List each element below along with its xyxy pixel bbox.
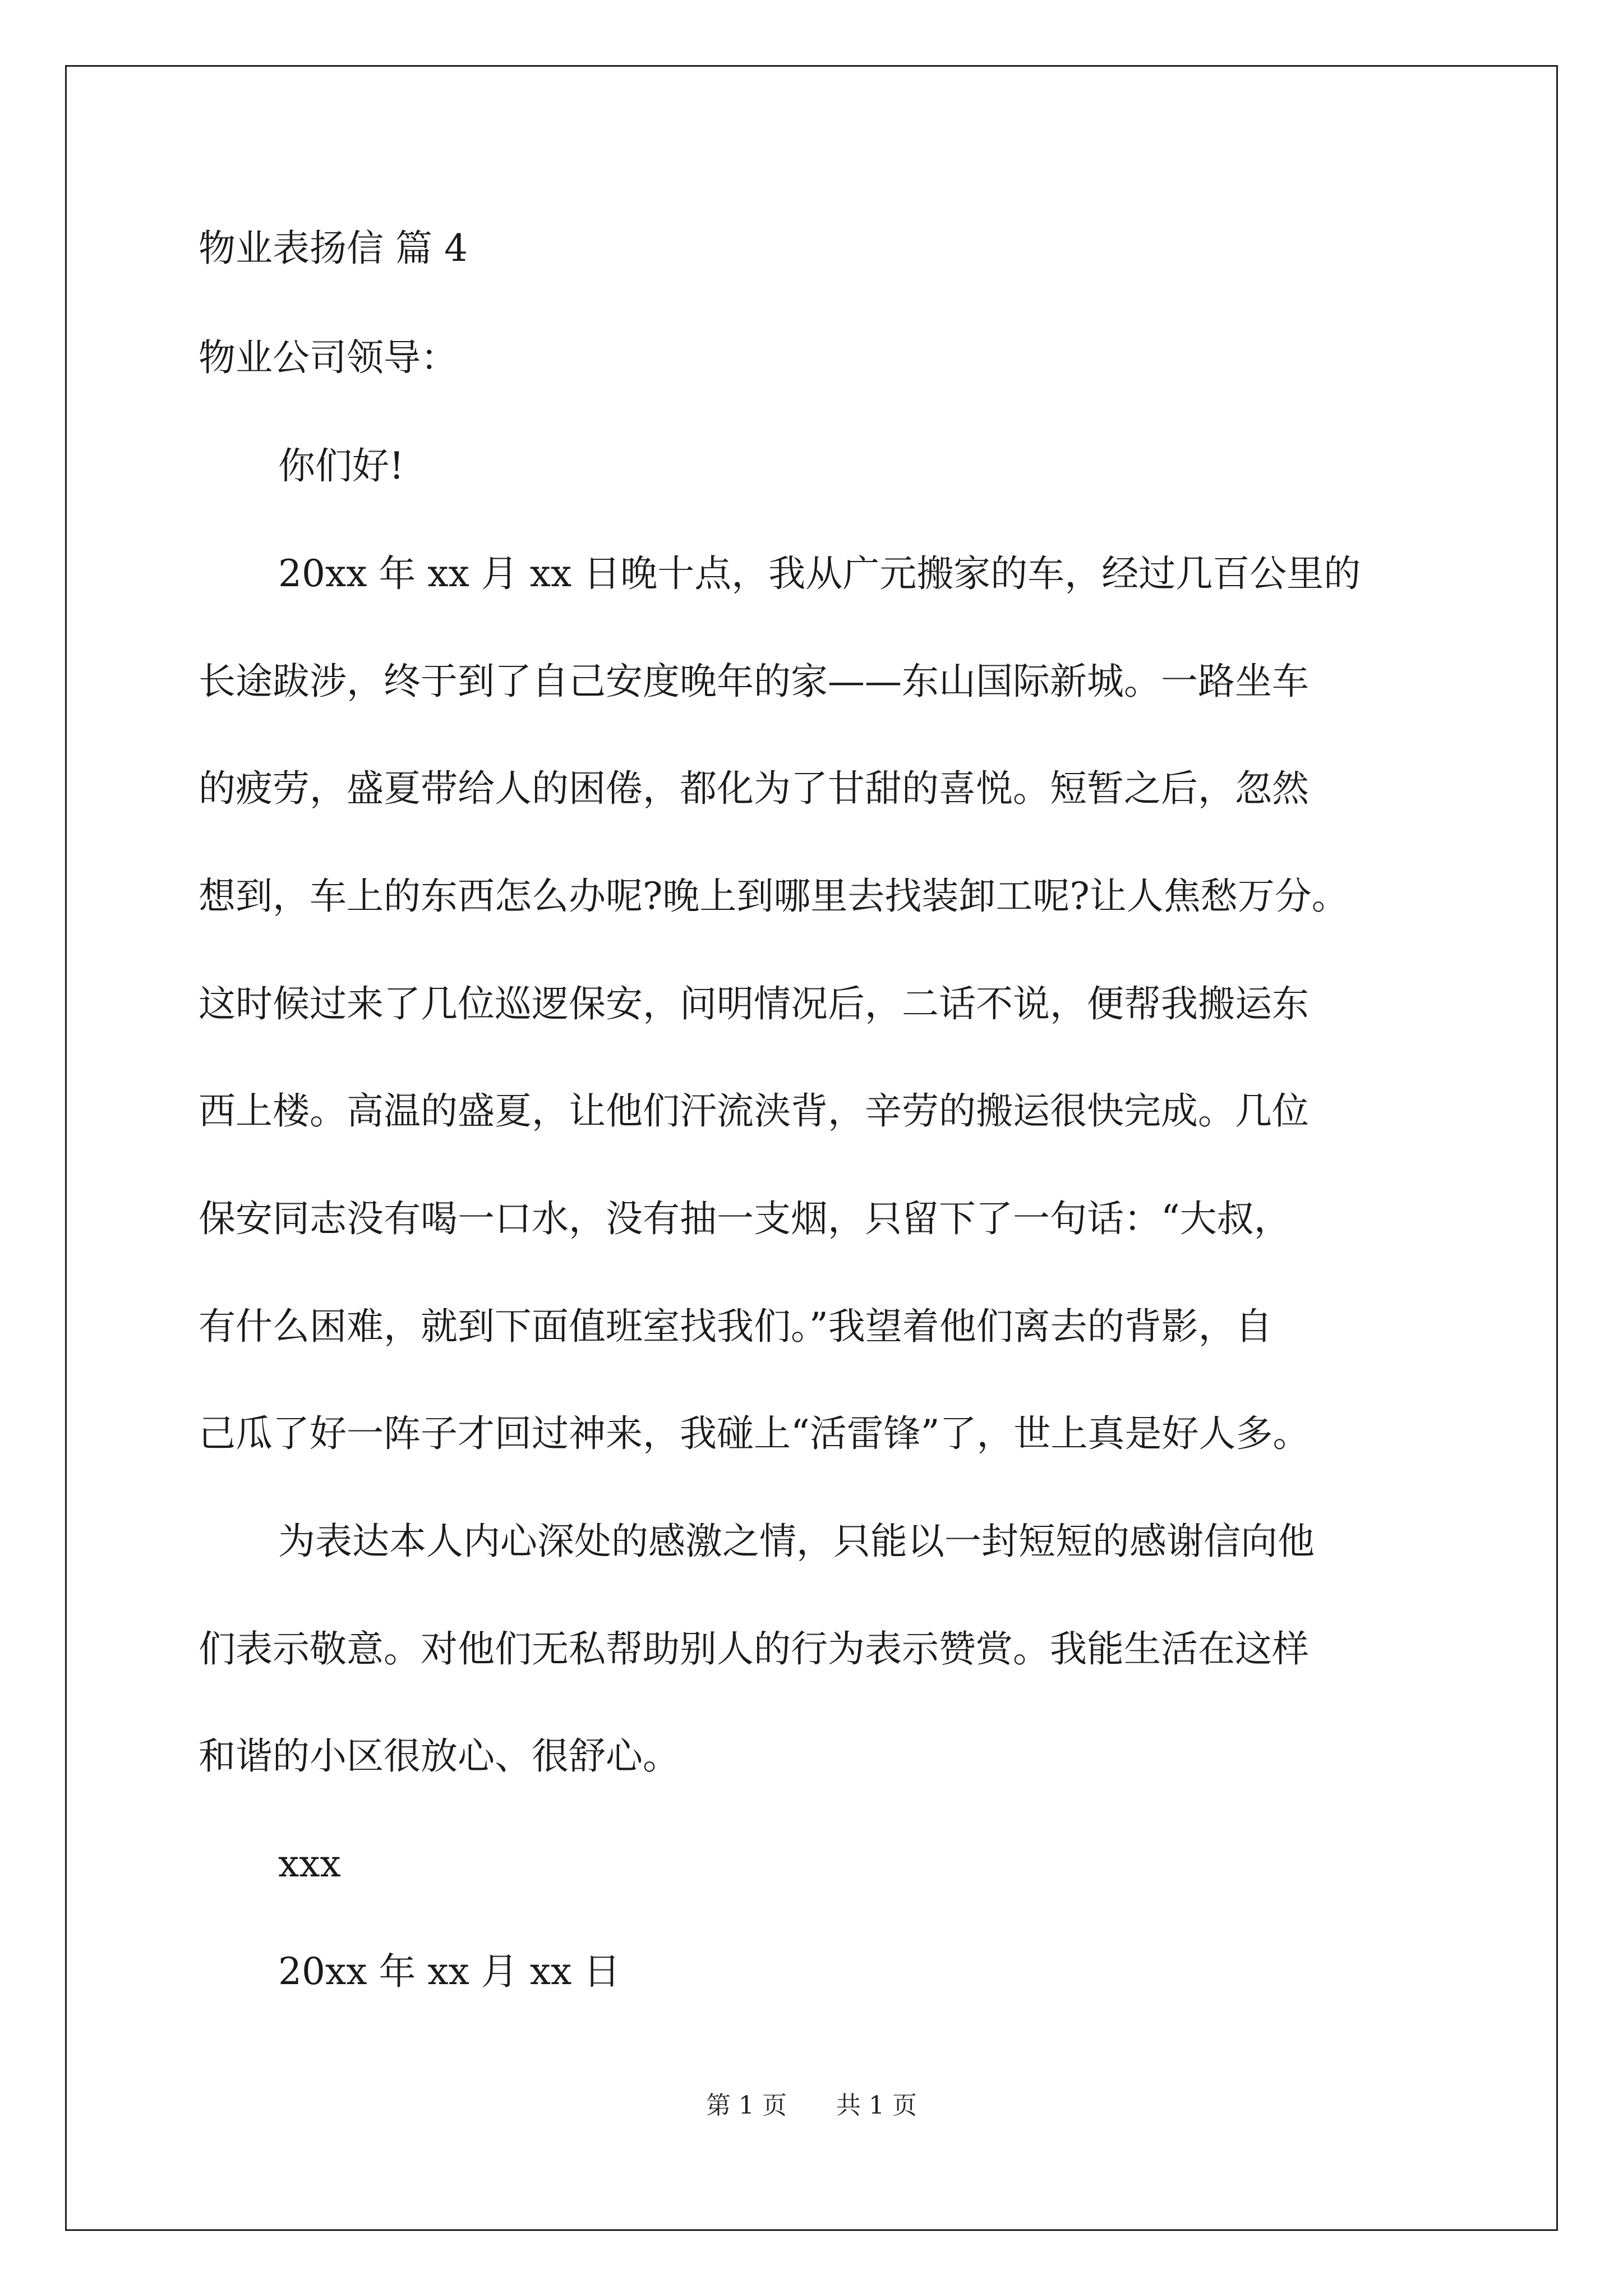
body-line: 为表达本人内心深处的感激之情，只能以一封短短的感谢信向他 <box>278 1520 1315 1563</box>
letter-date: 20xx 年 xx 月 xx 日 <box>278 1950 621 1993</box>
body-line: 这时候过来了几位巡逻保安，问明情况后，二话不说，便帮我搬运东 <box>199 982 1309 1025</box>
body-line: 和谐的小区很放心、很舒心。 <box>199 1734 680 1778</box>
body-line: 的疲劳，盛夏带给人的困倦，都化为了甘甜的喜悦。短暂之后，忽然 <box>199 767 1309 810</box>
body-line: 有什么困难，就到下面值班室找我们。”我望着他们离去的背影，自 <box>199 1305 1272 1348</box>
page-number-current: 第 1 页 <box>706 2091 787 2120</box>
body-line: 想到，车上的东西怎么办呢?晚上到哪里去找装卸工呢?让人焦愁万分。 <box>199 875 1349 918</box>
page-footer <box>0 2093 1623 2118</box>
body-line: 己瓜了好一阵子才回过神来，我碰上“活雷锋”了，世上真是好人多。 <box>199 1412 1310 1455</box>
body-line: 西上楼。高温的盛夏，让他们汗流浃背，辛劳的搬运很快完成。几位 <box>199 1089 1309 1133</box>
body-line: 长途跋涉，终于到了自己安度晚年的家——东山国际新城。一路坐车 <box>199 660 1309 703</box>
page-number-total: 共 1 页 <box>836 2091 917 2120</box>
body-line: 20xx 年 xx 月 xx 日晚十点，我从广元搬家的车，经过几百公里的 <box>278 552 1361 595</box>
salutation: 物业公司领导： <box>199 336 458 379</box>
body-line: 保安同志没有喝一口水，没有抽一支烟，只留下了一句话：“大叔， <box>199 1197 1291 1240</box>
signature: xxx <box>278 1842 341 1885</box>
body-line: 们表示敬意。对他们无私帮助别人的行为表示赞赏。我能生活在这样 <box>199 1627 1309 1671</box>
greeting: 你们好! <box>278 444 404 487</box>
page-frame <box>65 65 1558 2231</box>
letter-title: 物业表扬信 篇 4 <box>199 227 468 270</box>
